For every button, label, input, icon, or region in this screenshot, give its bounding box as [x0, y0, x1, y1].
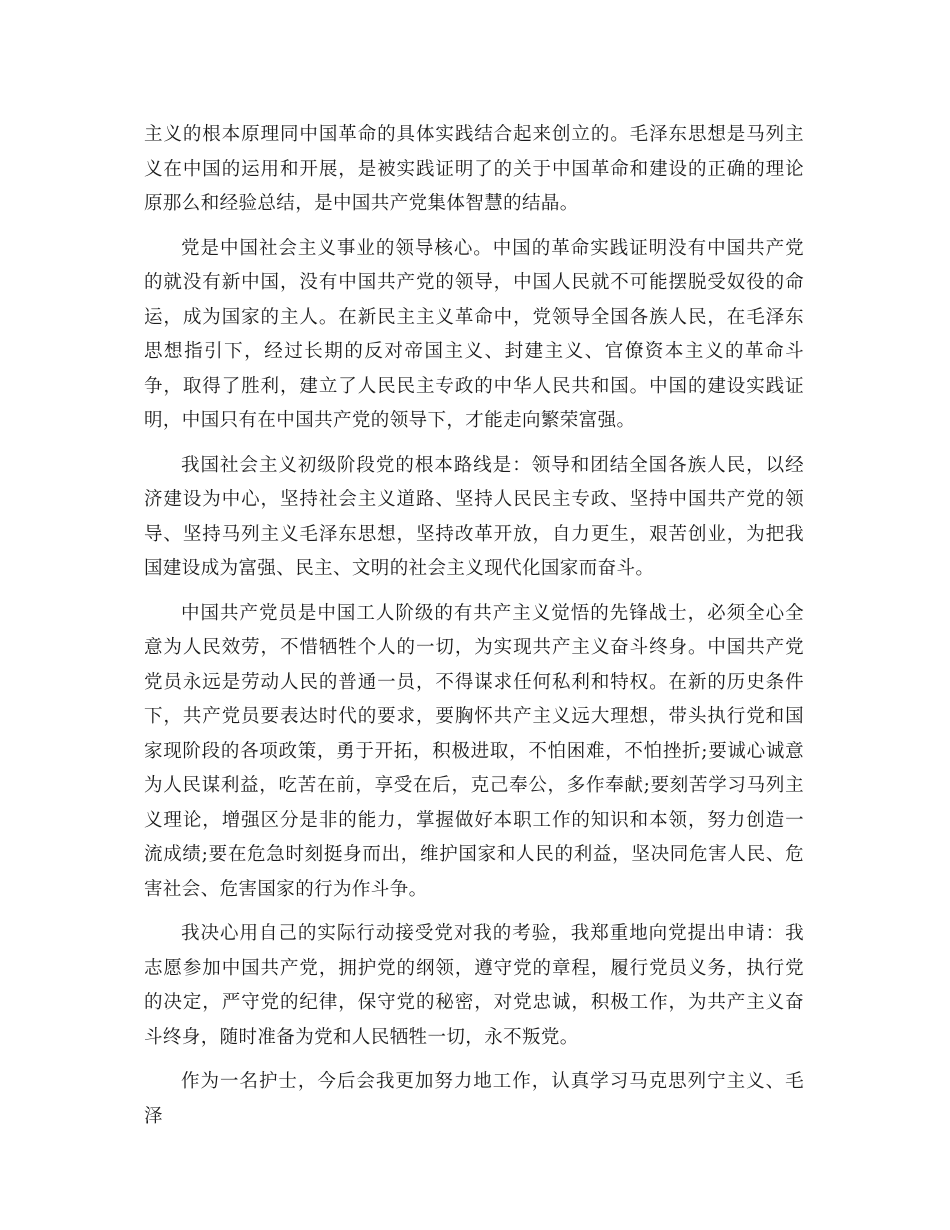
paragraph-gap — [144, 907, 804, 917]
paragraph-continuation: 主义的根本原理同中国革命的具体实践结合起来创立的。毛泽东思想是马列主义在中国的运用和开展，是被实践证明了的关于中国革命和建设的正确的理论原那么和经验总结，是中国共产党集体智慧的结晶。 — [144, 124, 804, 214]
paragraph-gap — [144, 439, 804, 449]
paragraph-party-leadership: 党是中国社会主义事业的领导核心。中国的革命实践证明没有中国共产党的就没有新中国，没有中国共产党的领导，中国人民就不可能摆脱受奴役的命运，成为国家的主人。在新民主主义革命中，党领导全国各族人民，在毛泽东思想指引下，经过长期的反对帝国主义、封建主义、官僚资本主义的革命斗争，取得了胜利，建立了人民民主专政的中华人民共和国。中国的建设实践证明，中国只有在中国共产党的领导下，才能走向繁荣富强。 — [144, 237, 804, 431]
paragraph-basic-line: 我国社会主义初级阶段党的根本路线是：领导和团结全国各族人民，以经济建设为中心，坚持社会主义道路、坚持人民民主专政、坚持中国共产党的领导、坚持马列主义毛泽东思想，坚持改革开放，自力更生，艰苦创业，为把我国建设成为富强、民主、文明的社会主义现代化国家而奋斗。 — [144, 454, 804, 579]
paragraph-nurse: 作为一名护士，今后会我更加努力地工作，认真学习马克思列宁主义、毛泽 — [144, 1071, 804, 1127]
paragraph-gap — [144, 222, 804, 232]
paragraph-application: 我决心用自己的实际行动接受党对我的考验，我郑重地向党提出申请：我志愿参加中国共产党，拥护党的纲领，遵守党的章程，履行党员义务，执行党的决定，严守党的纪律，保守党的秘密，对党忠诚，积极工作，为共产主义奋斗终身，随时准备为党和人民牺牲一切，永不叛党。 — [144, 923, 804, 1048]
paragraph-gap — [144, 1055, 804, 1065]
document-body — [144, 118, 804, 1134]
paragraph-gap — [144, 587, 804, 597]
paragraph-party-member: 中国共产党员是中国工人阶级的有共产主义觉悟的先锋战士，必须全心全意为人民效劳，不惜牺牲个人的一切，为实现共产主义奋斗终身。中国共产党党员永远是劳动人民的普通一员，不得谋求任何私利和特权。在新的历史条件下，共产党员要表达时代的要求，要胸怀共产主义远大理想，带头执行党和国家现阶段的各项政策，勇于开拓，积极进取，不怕困难，不怕挫折;要诚心诚意为人民谋利益，吃苦在前，享受在后，克己奉公，多作奉献;要刻苦学习马列主义理论，增强区分是非的能力，掌握做好本职工作的知识和本领，努力创造一流成绩;要在危急时刻挺身而出，维护国家和人民的利益，坚决同危害人民、危害社会、危害国家的行为作斗争。 — [144, 602, 804, 900]
